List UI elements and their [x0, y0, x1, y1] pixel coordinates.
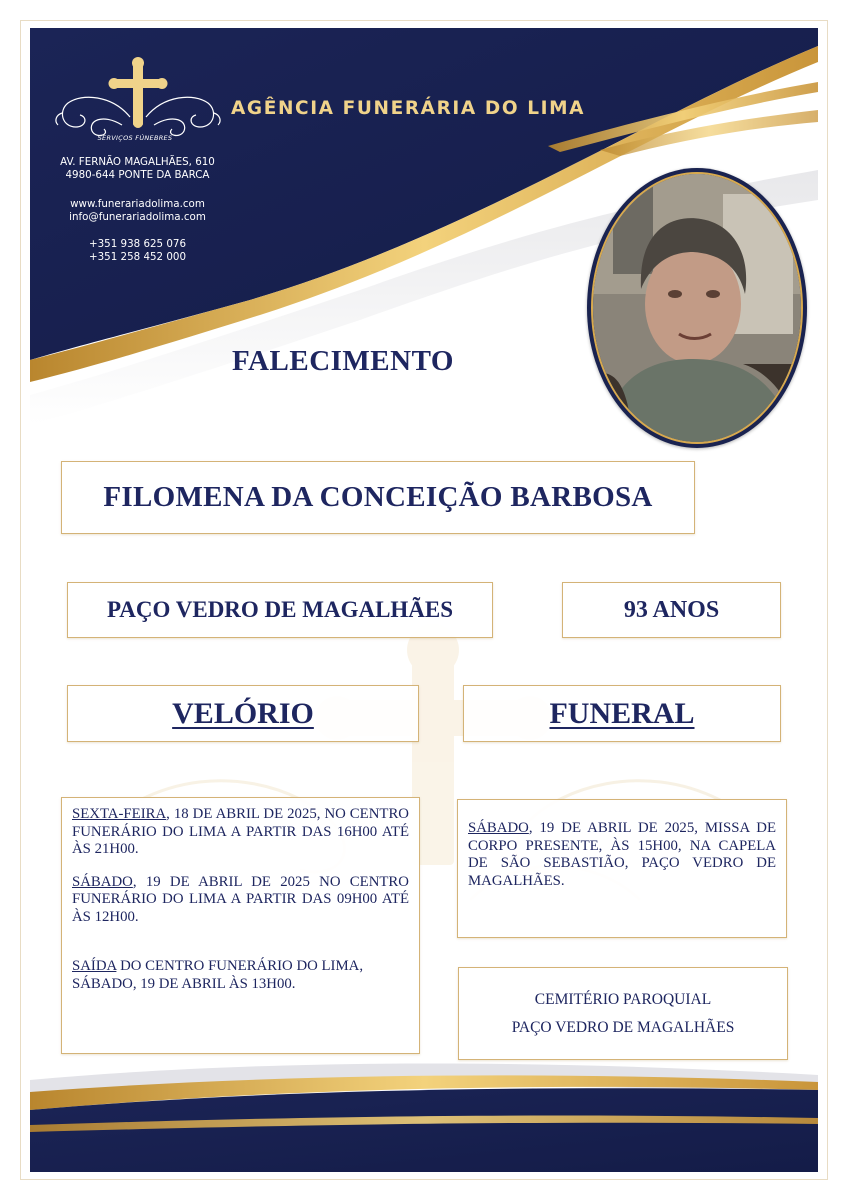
cross-logo-icon: [52, 55, 224, 145]
agency-phones: [55, 238, 220, 264]
agency-web-contact: [55, 198, 220, 224]
phone-1: +351 938 625 076: [88, 238, 187, 250]
agency-name: AGÊNCIA FUNERÁRIA DO LIMA: [231, 98, 585, 119]
velorio-entry-1: [72, 806, 409, 859]
agency-address: [55, 156, 220, 182]
phone-2: +351 258 452 000: [88, 251, 187, 263]
notice-heading: FALECIMENTO: [232, 345, 454, 377]
deceased-place: PAÇO VEDRO DE MAGALHÃES: [106, 597, 454, 622]
funeral-title: FUNERAL: [549, 696, 695, 730]
logo-subtitle: SERVIÇOS FÚNEBRES: [97, 134, 173, 142]
funeral-mass-day: SÁBADO: [468, 820, 529, 836]
portrait-image-icon: [593, 174, 801, 442]
funeral-mass-text: [468, 820, 776, 890]
deceased-age: 93 ANOS: [623, 596, 720, 623]
velorio-entry-2: [72, 874, 409, 927]
portrait-photo: [587, 168, 807, 448]
funeral-mass-box: [457, 799, 787, 938]
cemetery-line-2: PAÇO VEDRO DE MAGALHÃES: [511, 1018, 735, 1036]
velorio-entry-3-label: SAÍDA: [72, 958, 117, 974]
velorio-details-box: [61, 797, 420, 1054]
portrait-ring: [591, 172, 803, 444]
deceased-name: FILOMENA DA CONCEIÇÃO BARBOSA: [103, 481, 653, 513]
velorio-entry-2-text: , 19 DE ABRIL DE 2025 NO CENTRO FUNERÁRIO DO LIMA A PARTIR DAS 09H00 ATÉ ÀS 12H00.: [72, 873, 409, 925]
address-line-2: 4980-644 PONTE DA BARCA: [65, 169, 210, 181]
velorio-entry-3: [72, 958, 409, 993]
deceased-name-box: [61, 461, 695, 534]
place-box: [67, 582, 493, 638]
funeral-header-box: [463, 685, 781, 742]
age-box: [562, 582, 781, 638]
velorio-title: VELÓRIO: [172, 696, 314, 730]
address-line-1: AV. FERNÃO MAGALHÃES, 610: [60, 156, 215, 168]
velorio-header-box: [67, 685, 419, 742]
website-link[interactable]: www.funerariadolima.com: [70, 198, 205, 210]
email-link[interactable]: info@funerariadolima.com: [69, 211, 206, 223]
velorio-entry-1-text: , 18 DE ABRIL DE 2025, NO CENTRO FUNERÁRIO DO LIMA A PARTIR DAS 16H00 ATÉ ÀS 21H00.: [72, 806, 409, 857]
cemetery-box: [458, 967, 788, 1060]
cemetery-line-1: CEMITÉRIO PAROQUIAL: [534, 990, 712, 1008]
velorio-entry-2-day: SÁBADO: [72, 873, 133, 890]
funeral-mass-details: , 19 DE ABRIL DE 2025, MISSA DE CORPO PRESENTE, ÀS 15H00, NA CAPELA DE SÃO SEBASTIÃO, PAÇO VEDRO DE MAGALHÃES.: [468, 820, 776, 889]
velorio-entry-1-day: SEXTA-FEIRA: [72, 806, 167, 822]
velorio-entry-3-text: DO CENTRO FUNERÁRIO DO LIMA, SÁBADO, 19 DE ABRIL ÀS 13H00.: [72, 958, 364, 992]
